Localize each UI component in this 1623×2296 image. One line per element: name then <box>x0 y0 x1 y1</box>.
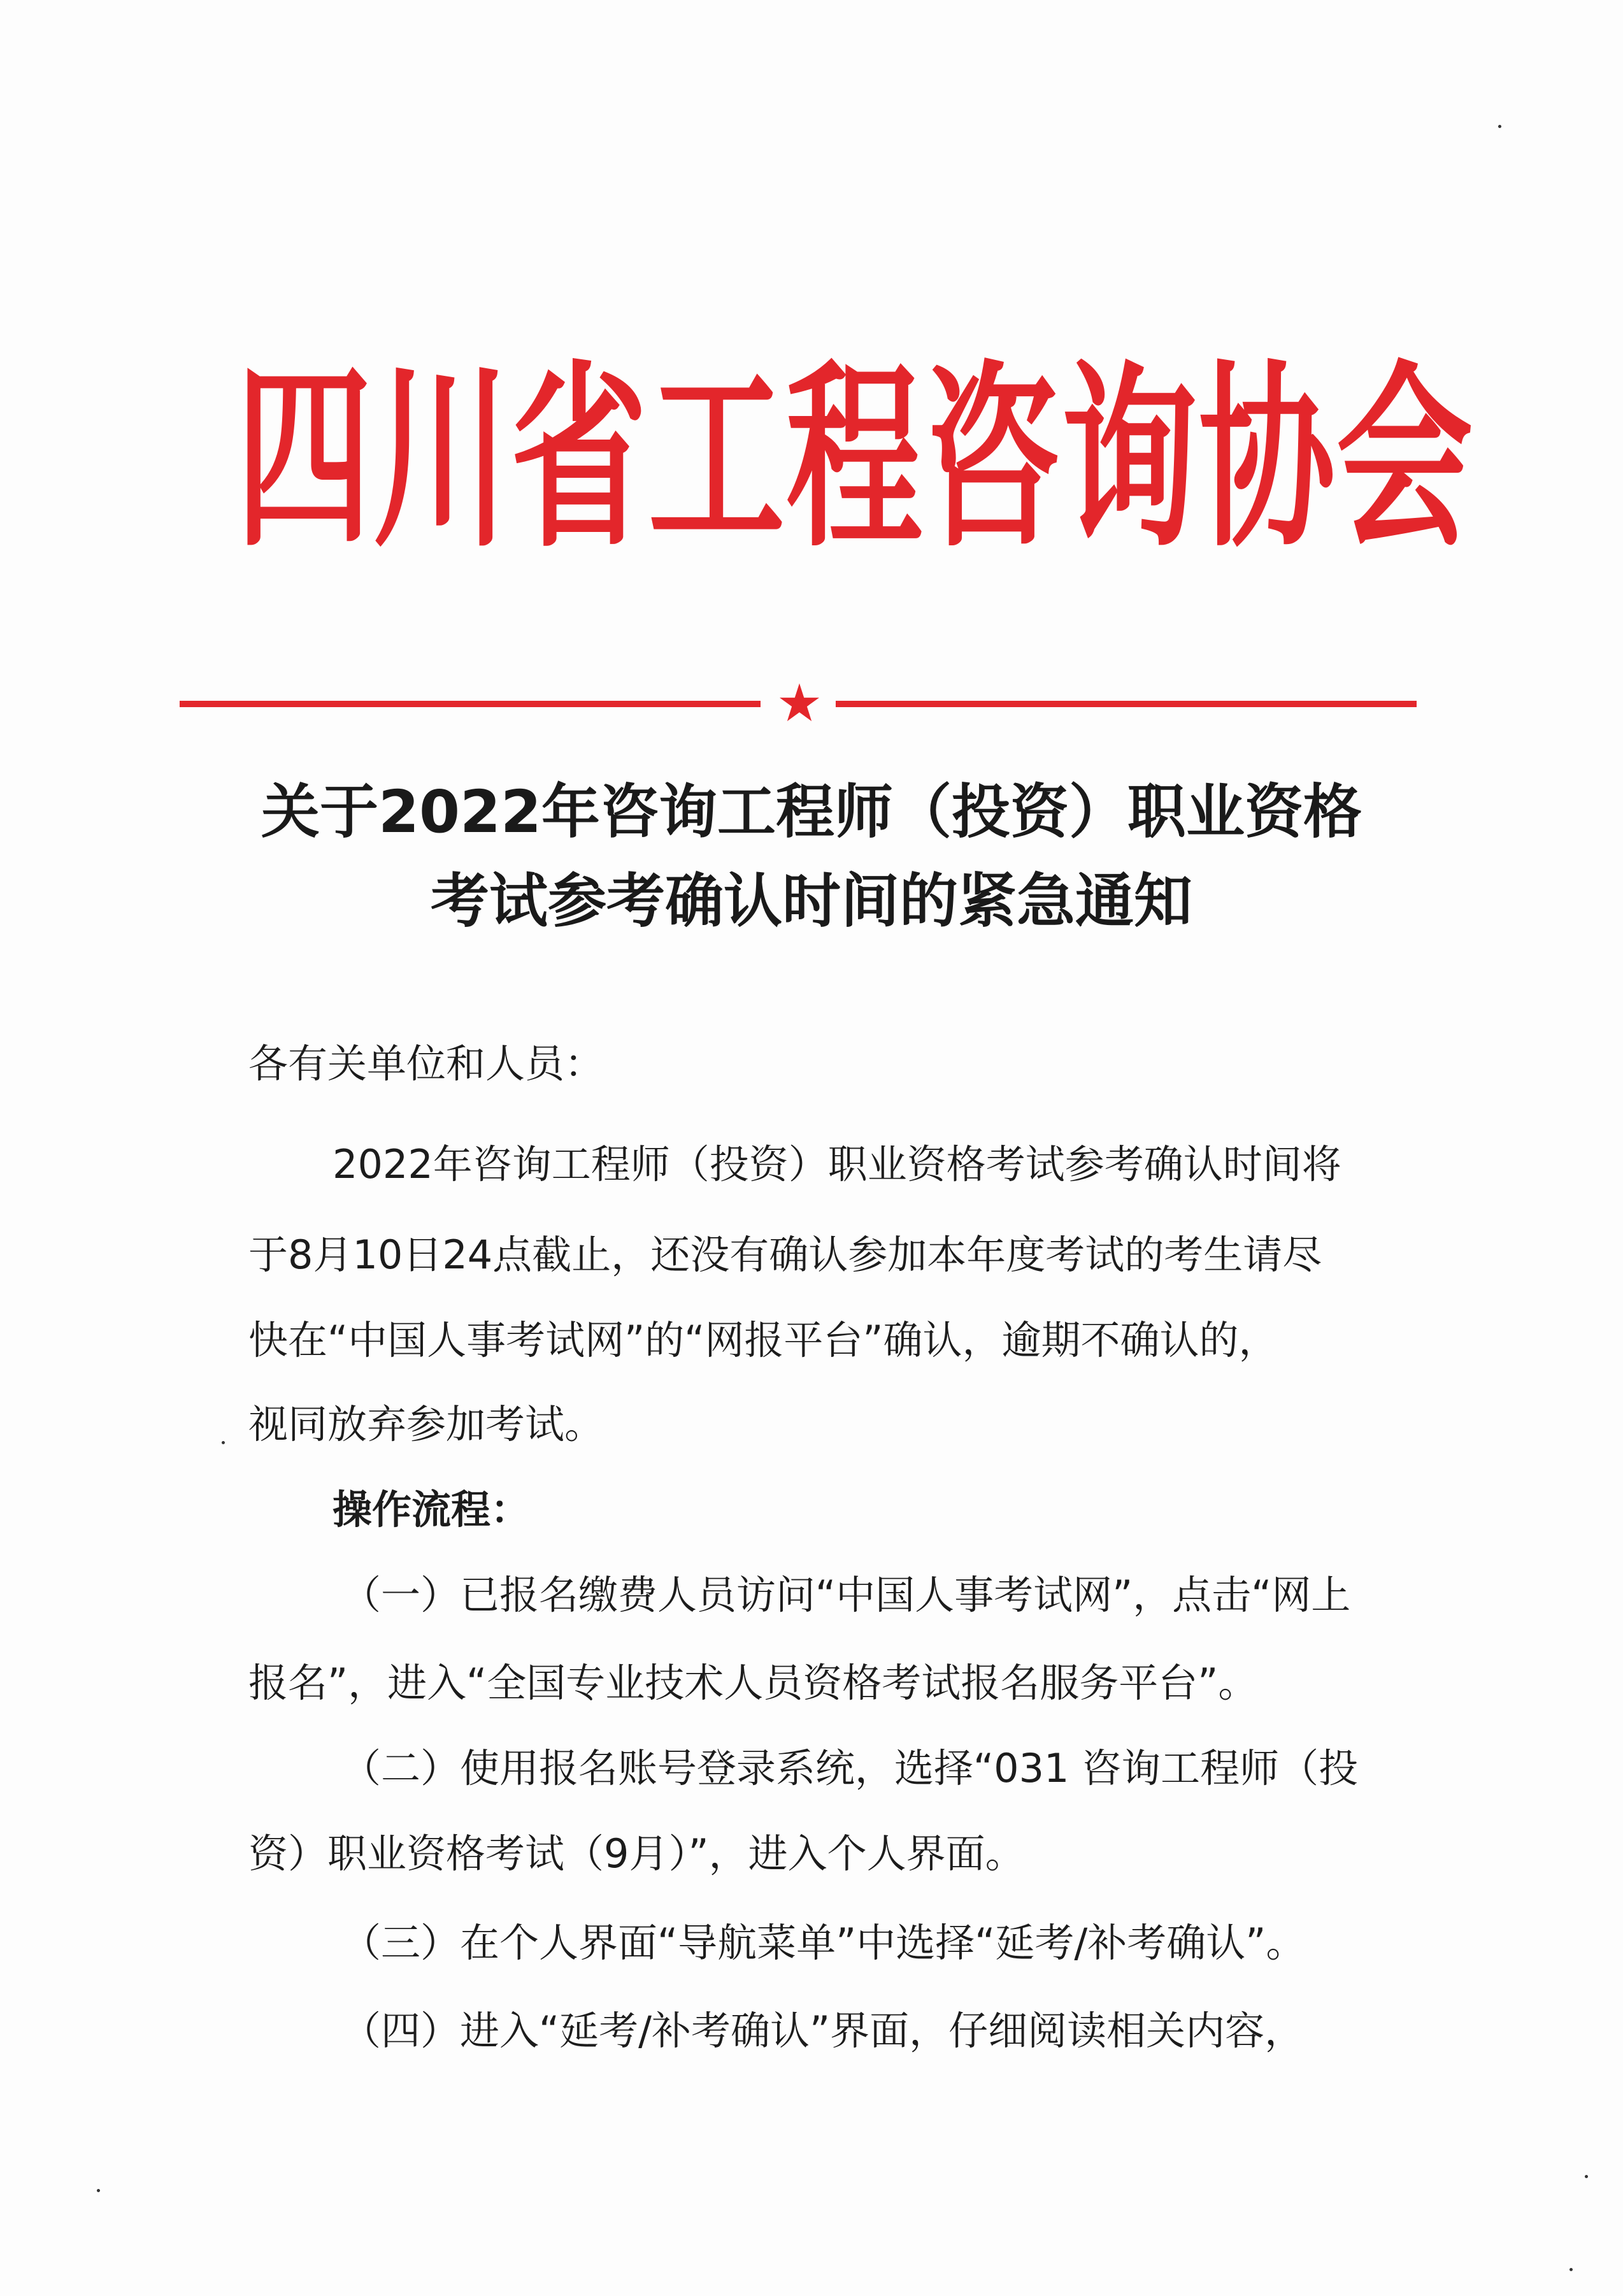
paragraph-line: 于8月10日24点截止，还没有确认参加本年度考试的考生请尽 <box>248 1231 1322 1278</box>
step-line: 资）职业资格考试（9月）”，进入个人界面。 <box>248 1830 1025 1877</box>
scan-speck <box>1569 2268 1573 2271</box>
step-line: （四）进入“延考/补考确认”界面，仔细阅读相关内容， <box>341 2007 1305 2054</box>
paragraph-line: 2022年咨询工程师（投资）职业资格考试参考确认时间将 <box>332 1141 1341 1187</box>
scan-speck <box>97 2189 100 2192</box>
step-line: （二）使用报名账号登录系统，选择“031 咨询工程师（投 <box>341 1745 1359 1791</box>
letterhead-divider-left <box>180 701 761 707</box>
step-line: 报名”，进入“全国专业技术人员资格考试报名服务平台”。 <box>248 1660 1258 1706</box>
process-heading: 操作流程： <box>332 1486 531 1533</box>
letterhead-divider-right <box>836 701 1417 707</box>
letterhead-org-name: 四川省工程咨询协会 <box>236 342 1474 575</box>
paragraph-line: 视同放弃参加考试。 <box>248 1401 604 1447</box>
scan-speck <box>1498 125 1501 128</box>
step-line: （三）在个人界面“导航菜单”中选择“延考/补考确认”。 <box>341 1919 1306 1966</box>
scan-speck <box>1585 2175 1588 2178</box>
star-icon <box>778 682 820 724</box>
salutation: 各有关单位和人员： <box>248 1040 604 1087</box>
paragraph-line: 快在“中国人事考试网”的“网报平台”确认，逾期不确认的， <box>248 1317 1278 1363</box>
scan-speck <box>222 1441 225 1444</box>
notice-title-line-1: 关于2022年咨询工程师（投资）职业资格 <box>261 778 1362 846</box>
step-line: （一）已报名缴费人员访问“中国人事考试网”，点击“网上 <box>341 1572 1351 1618</box>
notice-title-line-2: 考试参考确认时间的紧急通知 <box>430 867 1192 935</box>
